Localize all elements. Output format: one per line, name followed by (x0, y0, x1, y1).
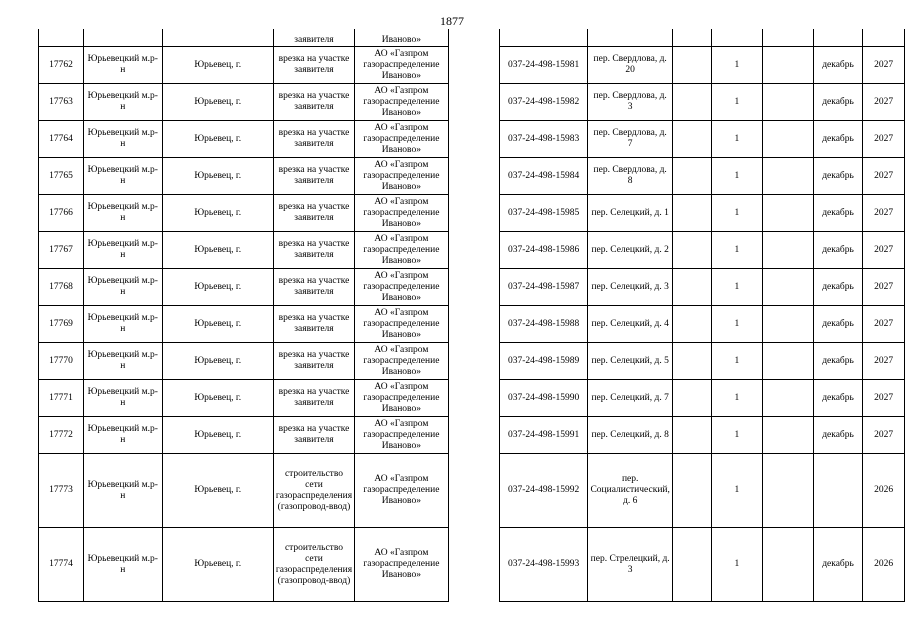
cell-work-type: врезка на участке заявителя (273, 84, 354, 121)
table-row (39, 232, 905, 269)
cell-address: пер. Стрелецкий, д. 3 (588, 528, 672, 602)
cell-locality: Юрьевец, г. (162, 343, 273, 380)
cell-quantity: 1 (712, 158, 762, 195)
table-row (39, 306, 905, 343)
cell-empty (762, 232, 813, 269)
cell-organization: АО «Газпром газораспределение Иваново» (355, 158, 449, 195)
cell-empty (672, 158, 711, 195)
table-row (39, 47, 905, 84)
cell-work-type: врезка на участке заявителя (273, 47, 354, 84)
cell-empty (762, 84, 813, 121)
cell-code: 037-24-498-15991 (499, 417, 588, 454)
table-row (39, 84, 905, 121)
cell-year: 2027 (863, 158, 905, 195)
cell-empty (672, 84, 711, 121)
cell-empty (672, 121, 711, 158)
cell-locality: Юрьевец, г. (162, 306, 273, 343)
page-number: 1877 (440, 14, 464, 28)
cell-organization: АО «Газпром газораспределение Иваново» (355, 417, 449, 454)
continuation-organization: Иваново» (355, 29, 449, 47)
cell-locality: Юрьевец, г. (162, 528, 273, 602)
cell-organization: АО «Газпром газораспределение Иваново» (355, 121, 449, 158)
cell-locality: Юрьевец, г. (162, 380, 273, 417)
continuation-work-type: заявителя (273, 29, 354, 47)
cell-number: 17769 (39, 306, 84, 343)
cell-quantity: 1 (712, 380, 762, 417)
cell-year: 2026 (863, 454, 905, 528)
cell-work-type: врезка на участке заявителя (273, 232, 354, 269)
cell-work-type: строительство сети газораспределения (газопровод-ввод) (273, 528, 354, 602)
cell-number: 17766 (39, 195, 84, 232)
cell-year: 2027 (863, 232, 905, 269)
cell-quantity: 1 (712, 84, 762, 121)
column-gap (448, 195, 499, 232)
cell-quantity: 1 (712, 454, 762, 528)
cell-code: 037-24-498-15983 (499, 121, 588, 158)
cell-number: 17762 (39, 47, 84, 84)
cell-work-type: врезка на участке заявителя (273, 121, 354, 158)
cell-year: 2027 (863, 343, 905, 380)
cell-quantity: 1 (712, 232, 762, 269)
cell-number: 17774 (39, 528, 84, 602)
cell-code: 037-24-498-15990 (499, 380, 588, 417)
cell-locality: Юрьевец, г. (162, 47, 273, 84)
cell-year: 2026 (863, 528, 905, 602)
cell-empty (672, 195, 711, 232)
cell-empty (762, 158, 813, 195)
cell-locality: Юрьевец, г. (162, 454, 273, 528)
cell-quantity: 1 (712, 343, 762, 380)
table-row (39, 121, 905, 158)
cell-month: декабрь (813, 232, 863, 269)
cell-month: декабрь (813, 417, 863, 454)
cell-empty (672, 454, 711, 528)
cell-empty (672, 306, 711, 343)
cell-district: Юрьевецкий м.р-н (83, 417, 162, 454)
cell-code: 037-24-498-15986 (499, 232, 588, 269)
cell-quantity: 1 (712, 417, 762, 454)
cell-empty (762, 528, 813, 602)
cell-code: 037-24-498-15993 (499, 528, 588, 602)
cell-quantity: 1 (712, 269, 762, 306)
cell-organization: АО «Газпром газораспределение Иваново» (355, 195, 449, 232)
cell-number: 17772 (39, 417, 84, 454)
cell-organization: АО «Газпром газораспределение Иваново» (355, 84, 449, 121)
cell-number: 17768 (39, 269, 84, 306)
cell-empty (762, 195, 813, 232)
cell-organization: АО «Газпром газораспределение Иваново» (355, 269, 449, 306)
column-gap (448, 84, 499, 121)
table-row (39, 417, 905, 454)
cell-number: 17763 (39, 84, 84, 121)
cell-address: пер. Селецкий, д. 8 (588, 417, 672, 454)
cell-work-type: врезка на участке заявителя (273, 343, 354, 380)
cell-district: Юрьевецкий м.р-н (83, 343, 162, 380)
table-row (39, 380, 905, 417)
column-gap (448, 528, 499, 602)
cell-year: 2027 (863, 47, 905, 84)
cell-address: пер. Селецкий, д. 1 (588, 195, 672, 232)
cell-month: декабрь (813, 121, 863, 158)
cell-month: декабрь (813, 343, 863, 380)
cell-month: декабрь (813, 380, 863, 417)
table-row (39, 528, 905, 602)
cell-work-type: врезка на участке заявителя (273, 269, 354, 306)
cell-district: Юрьевецкий м.р-н (83, 454, 162, 528)
cell-year: 2027 (863, 380, 905, 417)
cell-district: Юрьевецкий м.р-н (83, 269, 162, 306)
cell-address: пер. Свердлова, д. 20 (588, 47, 672, 84)
cell-work-type: строительство сети газораспределения (газопровод-ввод) (273, 454, 354, 528)
cell-month (813, 454, 863, 528)
cell-empty (672, 343, 711, 380)
cell-number: 17767 (39, 232, 84, 269)
cell-address: пер. Селецкий, д. 2 (588, 232, 672, 269)
column-gap (448, 343, 499, 380)
cell-year: 2027 (863, 84, 905, 121)
cell-number: 17771 (39, 380, 84, 417)
column-gap (448, 232, 499, 269)
cell-locality: Юрьевец, г. (162, 121, 273, 158)
table-row (39, 454, 905, 528)
cell-district: Юрьевецкий м.р-н (83, 195, 162, 232)
cell-number: 17773 (39, 454, 84, 528)
cell-number: 17770 (39, 343, 84, 380)
column-gap (448, 417, 499, 454)
cell-code: 037-24-498-15989 (499, 343, 588, 380)
cell-organization: АО «Газпром газораспределение Иваново» (355, 306, 449, 343)
cell-empty (762, 47, 813, 84)
cell-address: пер. Селецкий, д. 3 (588, 269, 672, 306)
cell-code: 037-24-498-15988 (499, 306, 588, 343)
table-row (39, 269, 905, 306)
cell-year: 2027 (863, 306, 905, 343)
cell-empty (672, 417, 711, 454)
cell-district: Юрьевецкий м.р-н (83, 121, 162, 158)
cell-year: 2027 (863, 195, 905, 232)
cell-quantity: 1 (712, 306, 762, 343)
cell-year: 2027 (863, 121, 905, 158)
cell-organization: АО «Газпром газораспределение Иваново» (355, 380, 449, 417)
cell-organization: АО «Газпром газораспределение Иваново» (355, 343, 449, 380)
cell-organization: АО «Газпром газораспределение Иваново» (355, 232, 449, 269)
cell-empty (762, 121, 813, 158)
cell-code: 037-24-498-15985 (499, 195, 588, 232)
cell-work-type: врезка на участке заявителя (273, 380, 354, 417)
cell-month: декабрь (813, 158, 863, 195)
cell-number: 17764 (39, 121, 84, 158)
cell-work-type: врезка на участке заявителя (273, 158, 354, 195)
cell-empty (762, 417, 813, 454)
cell-month: декабрь (813, 269, 863, 306)
cell-code: 037-24-498-15987 (499, 269, 588, 306)
cell-work-type: врезка на участке заявителя (273, 195, 354, 232)
cell-quantity: 1 (712, 121, 762, 158)
cell-month: декабрь (813, 47, 863, 84)
cell-empty (672, 47, 711, 84)
cell-month: декабрь (813, 528, 863, 602)
column-gap (448, 454, 499, 528)
cell-locality: Юрьевец, г. (162, 195, 273, 232)
cell-empty (762, 269, 813, 306)
cell-empty (762, 306, 813, 343)
cell-organization: АО «Газпром газораспределение Иваново» (355, 47, 449, 84)
cell-empty (672, 528, 711, 602)
cell-address: пер. Селецкий, д. 4 (588, 306, 672, 343)
cell-month: декабрь (813, 84, 863, 121)
cell-code: 037-24-498-15992 (499, 454, 588, 528)
cell-work-type: врезка на участке заявителя (273, 417, 354, 454)
cell-district: Юрьевецкий м.р-н (83, 84, 162, 121)
cell-district: Юрьевецкий м.р-н (83, 528, 162, 602)
column-gap (448, 47, 499, 84)
table-row (39, 343, 905, 380)
cell-quantity: 1 (712, 47, 762, 84)
column-gap (448, 380, 499, 417)
table-row (39, 158, 905, 195)
cell-work-type: врезка на участке заявителя (273, 306, 354, 343)
cell-locality: Юрьевец, г. (162, 232, 273, 269)
cell-district: Юрьевецкий м.р-н (83, 306, 162, 343)
cell-empty (762, 343, 813, 380)
cell-address: пер. Селецкий, д. 5 (588, 343, 672, 380)
continuation-row (39, 29, 905, 47)
cell-code: 037-24-498-15984 (499, 158, 588, 195)
cell-district: Юрьевецкий м.р-н (83, 380, 162, 417)
cell-empty (672, 269, 711, 306)
cell-address: пер. Селецкий, д. 7 (588, 380, 672, 417)
cell-district: Юрьевецкий м.р-н (83, 232, 162, 269)
cell-organization: АО «Газпром газораспределение Иваново» (355, 528, 449, 602)
cell-quantity: 1 (712, 195, 762, 232)
cell-month: декабрь (813, 195, 863, 232)
cell-empty (762, 454, 813, 528)
cell-locality: Юрьевец, г. (162, 417, 273, 454)
cell-organization: АО «Газпром газораспределение Иваново» (355, 454, 449, 528)
cell-empty (672, 380, 711, 417)
column-gap (448, 269, 499, 306)
column-gap (448, 306, 499, 343)
cell-address: пер. Свердлова, д. 8 (588, 158, 672, 195)
cell-empty (672, 232, 711, 269)
cell-month: декабрь (813, 306, 863, 343)
cell-locality: Юрьевец, г. (162, 269, 273, 306)
cell-number: 17765 (39, 158, 84, 195)
column-gap (448, 158, 499, 195)
cell-locality: Юрьевец, г. (162, 84, 273, 121)
cell-address: пер. Свердлова, д. 3 (588, 84, 672, 121)
cell-address: пер. Свердлова, д. 7 (588, 121, 672, 158)
cell-code: 037-24-498-15982 (499, 84, 588, 121)
cell-empty (762, 380, 813, 417)
column-gap (448, 121, 499, 158)
register-table (38, 29, 905, 602)
cell-district: Юрьевецкий м.р-н (83, 47, 162, 84)
cell-year: 2027 (863, 269, 905, 306)
table-row (39, 195, 905, 232)
cell-quantity: 1 (712, 528, 762, 602)
cell-district: Юрьевецкий м.р-н (83, 158, 162, 195)
cell-address: пер. Социалистический, д. 6 (588, 454, 672, 528)
cell-locality: Юрьевец, г. (162, 158, 273, 195)
cell-year: 2027 (863, 417, 905, 454)
cell-code: 037-24-498-15981 (499, 47, 588, 84)
